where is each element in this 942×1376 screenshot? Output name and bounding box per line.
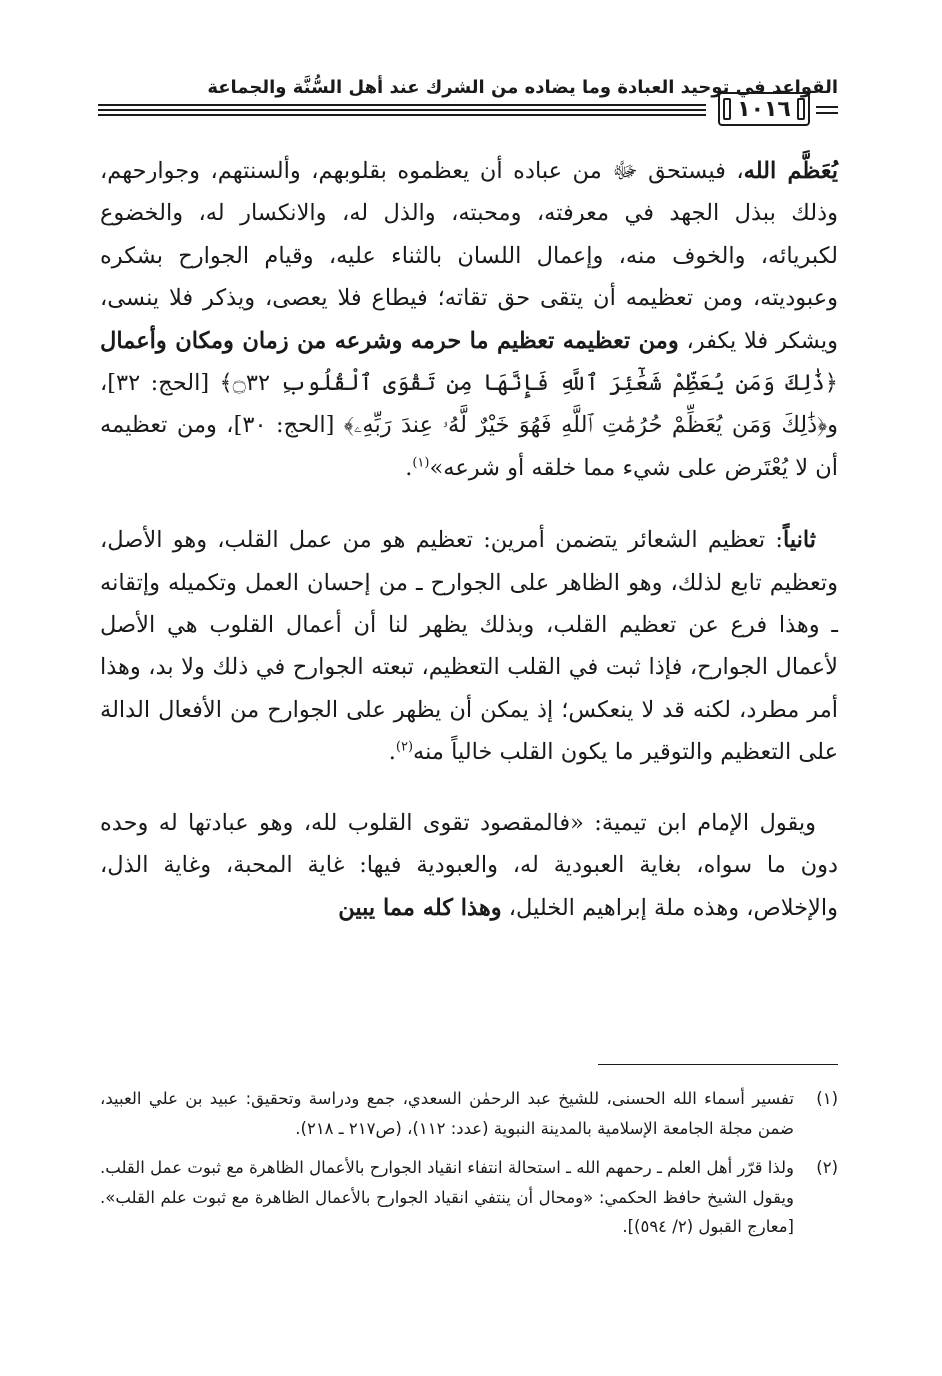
footnote-ref: (٢) (395, 739, 414, 755)
text-run: . (388, 739, 396, 766)
paragraph (100, 802, 838, 929)
header-rule (816, 106, 838, 108)
footnote-text: ولذا قرّر أهل العلم ـ رحمهم الله ـ استحالة انتفاء انقياد الجوارح بالأعمال الظاهرة مع ثبوت عمل القلب. ويقول الشيخ حافظ الحكمي: «ومحال أن ينتفي انقياد الجوارح بالأعمال الظاهرة مع ثبوت علم القلب». [معارج القبول (٢/ ٥٩٤)]. (100, 1158, 794, 1236)
paragraph (100, 519, 838, 773)
quran-citation: ﴿ذَٰلِكَ وَمَن يُعَظِّمْ شَعَٰٓئِرَ ٱللَّهِ فَإِنَّهَا مِن تَقْوَى ٱلْقُلُوبِ ۝٣٢﴾ [الحج: ٣٢]، و﴿ذَٰلِكَ وَمَن يُعَظِّمْ حُرُمَٰتِ ٱللَّهِ فَهُوَ خَيْرٌ لَّهُۥ عِندَ رَبِّهِۦ﴾ [الحج: ٣٠]، ومن تعظيمه أن لا يُعْتَرض على شيء مما خلقه أو شرعه» (100, 370, 838, 481)
text-run: ، فيستحق ﷻ من عباده أن يعظموه بقلوبهم، وألسنتهم، وجوارحهم، وذلك ببذل الجهد في معرفته، ومحبته، والذل له، والانكسار له، والخضوع لكبريائه، والخوف منه، وإعمال اللسان بالثناء عليه، وقيام الجوارح بشكره وعبوديته، ومن تعظيمه أن يتقى حق تقاته؛ فيطاع فلا يعصى، ويذكر فلا ينسى، ويشكر فلا يكفر، (100, 158, 838, 354)
page-number: ١٠١٦ (737, 96, 791, 122)
bold-phrase: يُعَظَّم الله (743, 158, 838, 184)
page-number-frame (718, 92, 810, 126)
running-header (98, 76, 838, 140)
footnote (100, 1153, 838, 1242)
text-run: : تعظيم الشعائر يتضمن أمرين: تعظيم هو من عمل القلب، وهو الأصل، وتعظيم تابع لذلك، وهو الظاهر على الجوارح ـ من إحسان العمل وتكميله وإتقانه ـ وهذا فرع عن تعظيم القلب، وبذلك يظهر لنا أن أعمال القلوب هي الأصل لأعمال الجوارح، فإذا ثبت في القلب التعظيم، تبعته الجوارح في ذلك ولا بد، وهذا أمر مطرد، لكنه قد لا ينعكس؛ إذ يمكن أن يظهر على الجوارح من الأفعال الدالة على التعظيم والتوقير ما يكون القلب خالياً منه (100, 527, 838, 766)
text-run: . (405, 454, 413, 481)
bold-phrase: ثانياً (782, 527, 816, 554)
bold-phrase: ومن تعظيمه تعظيم ما حرمه وشرعه من زمان ومكان وأعمال (100, 327, 679, 354)
text-run: ويقول الإمام ابن تيمية: «فالمقصود تقوى القلوب لله، وهو عبادتها له وحده دون ما سواه، بغاية العبودية له، والعبودية فيها: غاية المحبة، وغاية الذل، والإخلاص، وهذه ملة إبراهيم الخليل، (100, 809, 838, 921)
header-title: القواعد في توحيد العبادة وما يضاده من الشرك عند أهل السُّنَّة والجماعة (207, 77, 838, 98)
header-rule (98, 109, 706, 111)
header-rule (98, 114, 706, 116)
main-text (100, 150, 838, 929)
paragraph (100, 150, 838, 489)
bold-phrase: وهذا كله مما يبين (338, 894, 502, 921)
header-rule (816, 112, 838, 114)
header-rule (98, 104, 706, 106)
footnote-number: (٢) (816, 1158, 838, 1177)
footnote-text: تفسير أسماء الله الحسنى، للشيخ عبد الرحمٰن السعدي، جمع ودراسة وتحقيق: عبيد بن علي العبيد، ضمن مجلة الجامعة الإسلامية بالمدينة النبوية (عدد: ١١٢)، (ص٢١٧ ـ ٢١٨). (100, 1089, 794, 1138)
footnote-separator (598, 1064, 838, 1065)
footnote (100, 1084, 838, 1143)
footnote-number: (١) (816, 1089, 838, 1108)
footnotes (100, 1084, 838, 1252)
footnote-ref: (١) (412, 455, 430, 471)
